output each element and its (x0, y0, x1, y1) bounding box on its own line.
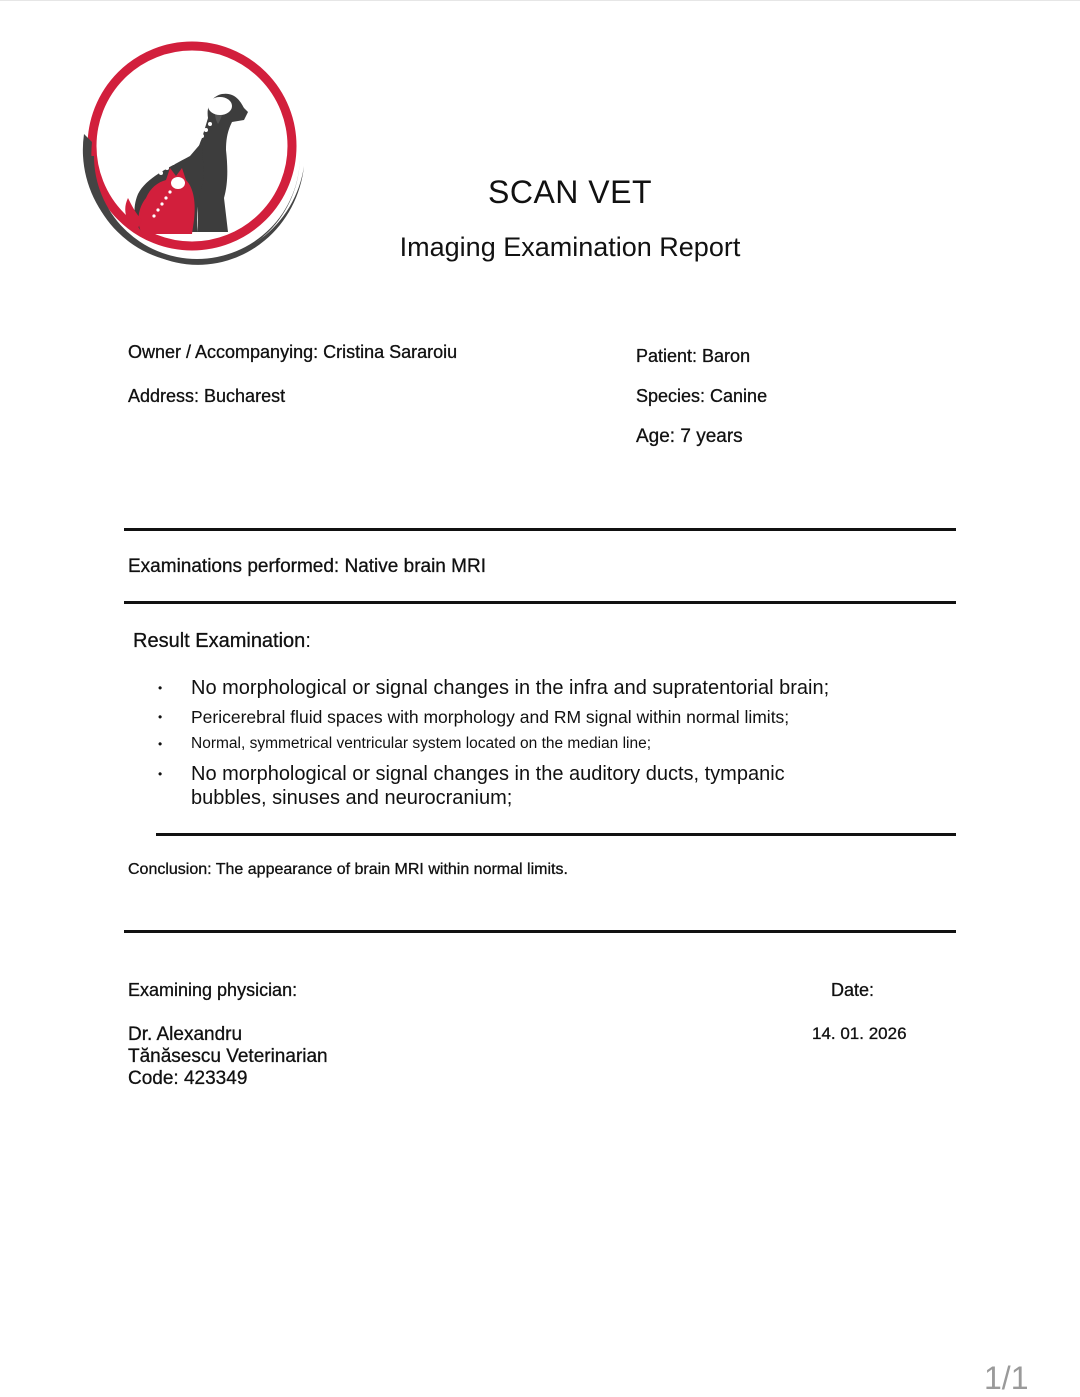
species-field: Species: Canine (636, 386, 768, 406)
clinic-name: SCAN VET (487, 174, 653, 210)
address-field: Address: Bucharest (128, 386, 286, 406)
list-item (158, 676, 878, 700)
finding-text: Normal, symmetrical ventricular system located on the median line; (191, 735, 652, 752)
top-border (0, 0, 1080, 1)
dog-cat-logo-icon (78, 38, 306, 266)
bullet-icon: • (158, 737, 163, 751)
bullet-icon: • (158, 767, 163, 781)
divider (124, 528, 956, 531)
date-value: 14. 01. 2026 (812, 1024, 907, 1043)
date-label: Date: (831, 980, 875, 1000)
result-title-suffix: : (305, 630, 311, 652)
physician-label: Examining physician: (128, 980, 298, 1000)
bullet-icon: • (158, 710, 163, 724)
examinations-performed: Examinations performed: Native brain MRI (128, 556, 486, 577)
finding-text: No morphological or signal changes in the auditory ducts, tympanic bubbles, sinuses and neurocranium; (191, 763, 785, 809)
age-field: Age: 7 years (636, 426, 743, 447)
divider (124, 930, 956, 933)
owner-field: Owner / Accompanying: Cristina Sararoiu (128, 342, 458, 362)
report-title: Imaging Examination Report (399, 232, 741, 262)
divider (124, 601, 956, 604)
physician-block (128, 1024, 328, 1090)
list-item (158, 706, 878, 728)
physician-title: Tănăsescu Veterinarian (128, 1046, 328, 1067)
bullet-icon: • (158, 681, 163, 695)
physician-name: Dr. Alexandru (128, 1024, 243, 1045)
patient-field: Patient: Baron (636, 346, 751, 366)
findings-list (158, 676, 878, 810)
result-title (133, 630, 311, 653)
result-title-text: Result Examination (133, 630, 306, 652)
finding-text: No morphological or signal changes in the infra and supratentorial brain; (191, 677, 830, 699)
physician-code: Code: 423349 (128, 1068, 248, 1089)
conclusion: Conclusion: The appearance of brain MRI within normal limits. (128, 861, 568, 878)
list-item (158, 762, 851, 810)
list-item (158, 734, 878, 754)
finding-text: Pericerebral fluid spaces with morphology and RM signal within normal limits; (191, 707, 790, 727)
divider (156, 833, 956, 836)
page-indicator: 1/1 (984, 1360, 1029, 1396)
